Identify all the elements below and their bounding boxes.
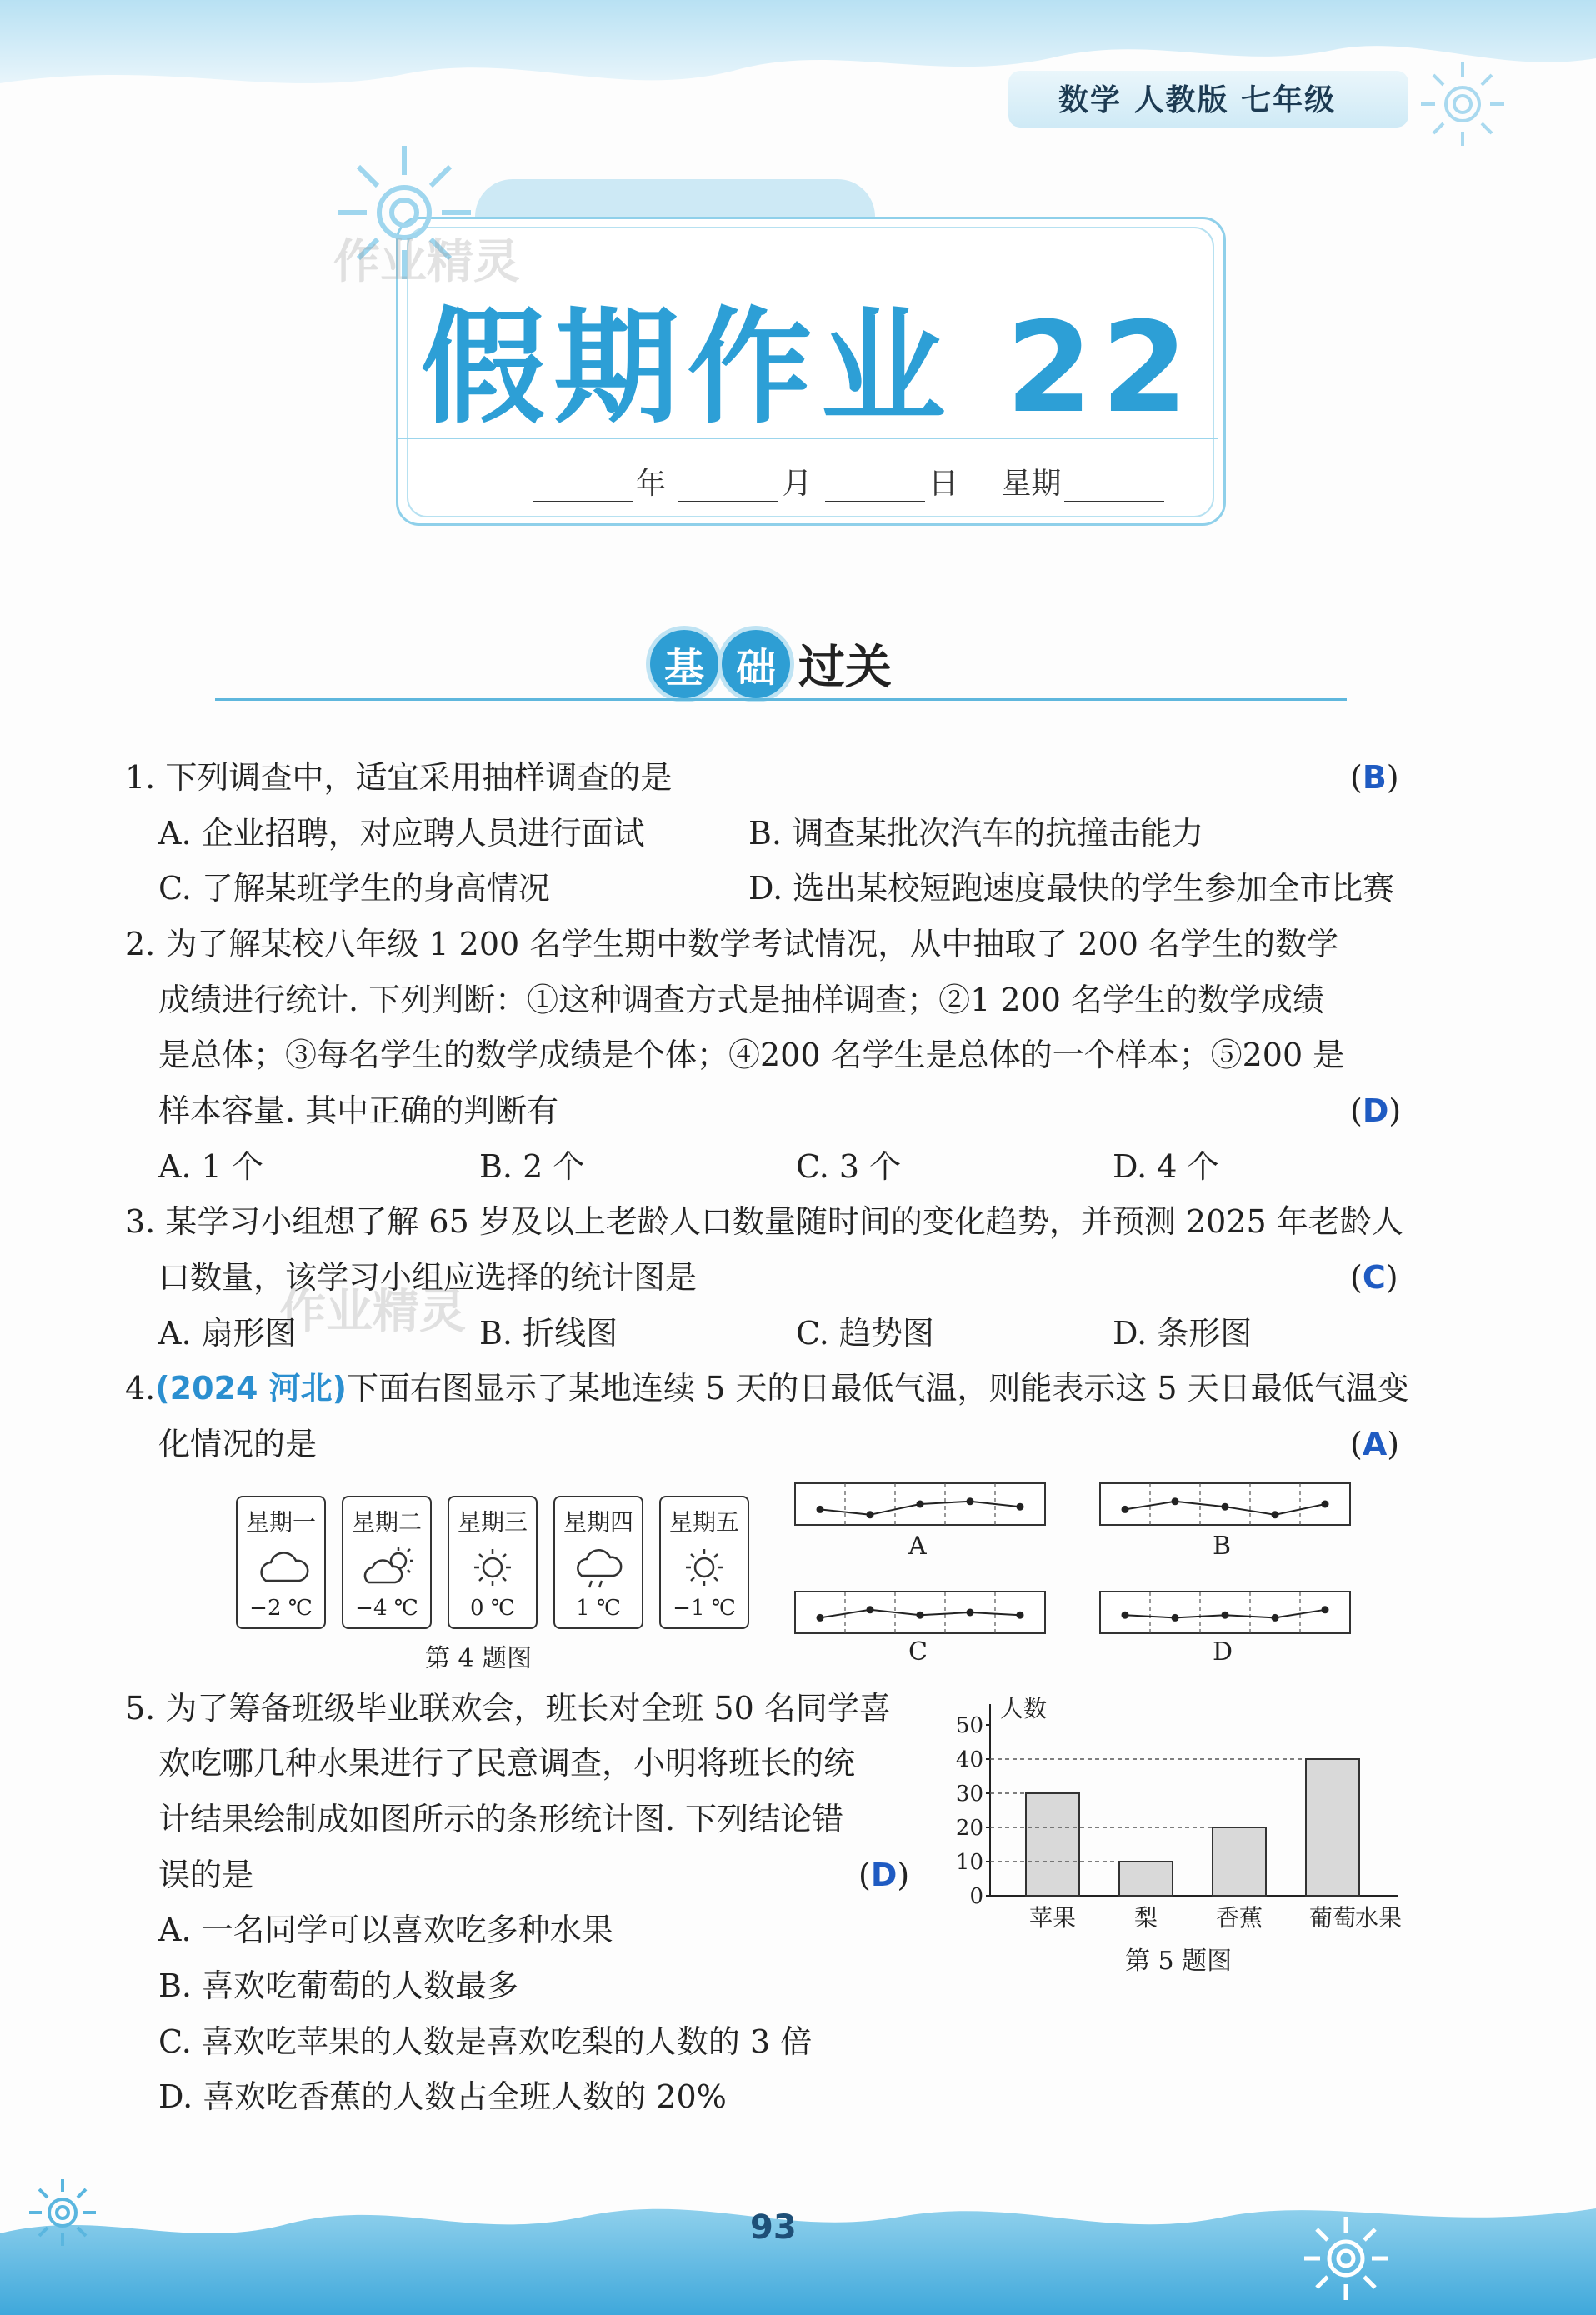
weather-temp: 1 ℃ — [576, 1596, 621, 1621]
q2-option-b: B. 2 个 — [479, 1148, 585, 1185]
cloud-icon — [256, 1544, 309, 1591]
q4-choice-label-b: B — [1213, 1532, 1232, 1561]
y-tick-label: 0 — [969, 1884, 983, 1909]
y-tick-label: 10 — [955, 1850, 983, 1875]
y-tick-label: 20 — [955, 1816, 983, 1841]
q4-stem: 下面右图显示了某地连续 5 天的日最低气温，则能表示这 5 天日最低气温变 — [347, 1370, 1409, 1407]
chart-point — [867, 1606, 874, 1613]
section-heading — [650, 629, 892, 699]
q5-option-d: D. 喜欢吃香蕉的人数占全班人数的 20% — [158, 2078, 727, 2115]
swirl-sun-icon-left — [25, 2175, 100, 2250]
chart-point — [1322, 1501, 1329, 1508]
chart-point — [1017, 1612, 1024, 1619]
q2-line-2: 成绩进行统计. 下列判断：①这种调查方式是抽样调查；②1 200 名学生的数学成绩 — [158, 982, 1325, 1018]
q5-option-c: C. 喜欢吃苹果的人数是喜欢吃梨的人数的 3 倍 — [158, 2023, 813, 2060]
year-blank[interactable] — [533, 476, 633, 502]
day-label: 日 — [928, 467, 958, 501]
subject-label: 数学 人教版 七年级 — [1058, 83, 1337, 118]
x-axis-label: 水果 — [1354, 1904, 1402, 1932]
q4-choice-chart-D — [1100, 1592, 1350, 1633]
section-char-2: 础 — [722, 630, 790, 698]
chart-point — [1172, 1614, 1179, 1622]
y-tick-label: 40 — [955, 1748, 983, 1772]
x-tick-label: 香蕉 — [1215, 1904, 1263, 1932]
weather-card-1 — [236, 1496, 326, 1629]
q3-answer: (C) — [1350, 1259, 1398, 1296]
rain-icon — [573, 1544, 627, 1591]
watermark-middle: 作业精灵 — [279, 1285, 466, 1339]
chart-point — [1222, 1503, 1229, 1511]
y-tick-label: 30 — [955, 1782, 983, 1807]
partly-cloudy-icon — [362, 1544, 415, 1591]
y-axis-label: 人数 — [1000, 1695, 1048, 1722]
section-title-rest: 过关 — [798, 641, 892, 695]
page-number: 93 — [750, 2208, 797, 2247]
x-tick-label: 梨 — [1133, 1904, 1158, 1932]
weather-temp: −2 ℃ — [249, 1596, 313, 1621]
q3-option-d: D. 条形图 — [1113, 1315, 1253, 1352]
q5-line-4: 误的是 — [158, 1857, 254, 1893]
y-tick-label: 50 — [955, 1713, 983, 1738]
q2-line-4: 样本容量. 其中正确的判断有 — [158, 1092, 559, 1129]
q5-figure-caption: 第 5 题图 — [1125, 1947, 1233, 1976]
weather-day: 星期三 — [457, 1508, 528, 1536]
sun-icon — [679, 1544, 733, 1591]
weather-card-4 — [553, 1496, 643, 1629]
section-char-1: 基 — [650, 630, 718, 698]
chart-point — [1122, 1506, 1129, 1513]
q1-stem: 1. 下列调查中，适宜采用抽样调查的是 — [125, 759, 673, 796]
q2-option-c: C. 3 个 — [796, 1148, 902, 1185]
bar-梨 — [1119, 1862, 1173, 1896]
day-blank[interactable] — [825, 476, 925, 502]
q4-choice-label-d: D — [1213, 1638, 1233, 1667]
q5-answer: (D) — [858, 1857, 910, 1893]
q1-option-a: A. 企业招聘，对应聘人员进行面试 — [158, 815, 645, 852]
weekday-label: 星期 — [1001, 467, 1062, 501]
q4-choice-label-c: C — [908, 1638, 928, 1667]
q4-choice-charts — [783, 1471, 1367, 1679]
q4-answer: (A) — [1350, 1426, 1400, 1462]
weather-temp: 0 ℃ — [470, 1596, 515, 1621]
chart-point — [867, 1511, 874, 1518]
chart-point — [1172, 1498, 1179, 1505]
chart-point — [1272, 1614, 1279, 1622]
chart-point — [1222, 1612, 1229, 1619]
q3-line-1: 3. 某学习小组想了解 65 岁及以上老龄人口数量随时间的变化趋势，并预测 2025 年老龄人 — [125, 1203, 1403, 1240]
x-tick-label: 葡萄 — [1308, 1904, 1357, 1932]
q2-line-1: 2. 为了解某校八年级 1 200 名学生期中数学考试情况，从中抽取了 200 名学生的数学 — [125, 926, 1338, 962]
chart-point — [917, 1612, 924, 1619]
bar-苹果 — [1026, 1793, 1079, 1896]
bar-葡萄 — [1306, 1759, 1359, 1896]
sun-icon — [468, 1544, 521, 1591]
swirl-sun-icon-right — [1300, 2212, 1392, 2304]
q4-source-tag: (2024 河北) — [155, 1370, 347, 1407]
title-divider — [398, 438, 1218, 439]
q4-line-2: 化情况的是 — [158, 1426, 318, 1462]
date-line — [529, 460, 1168, 502]
q1-option-c: C. 了解某班学生的身高情况 — [158, 870, 550, 907]
chart-point — [967, 1498, 974, 1505]
q4-choice-chart-A — [795, 1483, 1045, 1525]
q5-bar-chart — [942, 1683, 1450, 1954]
section-underline — [215, 698, 1347, 701]
year-label: 年 — [636, 467, 667, 501]
q4-choice-chart-B — [1100, 1483, 1350, 1525]
q5-option-b: B. 喜欢吃葡萄的人数最多 — [158, 1968, 519, 2004]
weather-day: 星期二 — [351, 1508, 422, 1536]
q5-line-1: 5. 为了筹备班级毕业联欢会，班长对全班 50 名同学喜 — [125, 1690, 891, 1727]
weather-day: 星期一 — [245, 1508, 316, 1536]
chart-point — [817, 1614, 824, 1622]
chart-point — [1017, 1503, 1024, 1511]
bar-香蕉 — [1213, 1828, 1266, 1896]
chart-point — [1322, 1606, 1329, 1613]
q4-choice-label-a: A — [908, 1532, 927, 1561]
q5-line-3: 计结果绘制成如图所示的条形统计图. 下列结论错 — [158, 1801, 844, 1838]
q1-option-d: D. 选出某校短跑速度最快的学生参加全市比赛 — [748, 870, 1395, 907]
month-blank[interactable] — [678, 476, 778, 502]
chart-point — [817, 1506, 824, 1513]
q5-option-a: A. 一名同学可以喜欢吃多种水果 — [158, 1912, 613, 1948]
q1-option-b: B. 调查某批次汽车的抗撞击能力 — [748, 815, 1204, 852]
q5-line-2: 欢吃哪几种水果进行了民意调查，小明将班长的统 — [158, 1745, 856, 1782]
q4-figure-caption: 第 4 题图 — [425, 1644, 533, 1673]
q3-option-c: C. 趋势图 — [796, 1315, 934, 1352]
weather-card-2 — [342, 1496, 432, 1629]
q1-answer: (B) — [1350, 759, 1399, 796]
q2-line-3: 是总体；③每名学生的数学成绩是个体；④200 名学生是总体的一个样本；⑤200 是 — [158, 1037, 1345, 1073]
q4-line-1 — [125, 1361, 1409, 1416]
chart-point — [917, 1501, 924, 1508]
chart-point — [1272, 1511, 1279, 1518]
q3-option-b: B. 折线图 — [479, 1315, 618, 1352]
q2-option-a: A. 1 个 — [158, 1148, 263, 1185]
chart-point — [967, 1609, 974, 1617]
sun-icon — [1417, 58, 1508, 150]
weather-day: 星期四 — [563, 1508, 633, 1536]
weather-card-3 — [448, 1496, 538, 1629]
q2-option-d: D. 4 个 — [1113, 1148, 1219, 1185]
x-tick-label: 苹果 — [1028, 1904, 1077, 1932]
q3-line-2: 口数量，该学习小组应选择的统计图是 — [158, 1259, 698, 1296]
q4-choice-chart-C — [795, 1592, 1045, 1633]
chart-point — [1122, 1612, 1129, 1619]
page-title: 假期作业 22 — [420, 296, 1197, 441]
weather-temp: −1 ℃ — [673, 1596, 736, 1621]
weather-temp: −4 ℃ — [355, 1596, 418, 1621]
q3-option-a: A. 扇形图 — [158, 1315, 297, 1352]
q4-number: 4. — [125, 1370, 156, 1407]
month-label: 月 — [782, 467, 813, 501]
q2-answer: (D) — [1350, 1092, 1402, 1129]
weather-card-5 — [659, 1496, 749, 1629]
weekday-blank[interactable] — [1064, 476, 1164, 502]
watermark-top: 作业精灵 — [333, 235, 520, 289]
weather-day: 星期五 — [668, 1508, 739, 1536]
